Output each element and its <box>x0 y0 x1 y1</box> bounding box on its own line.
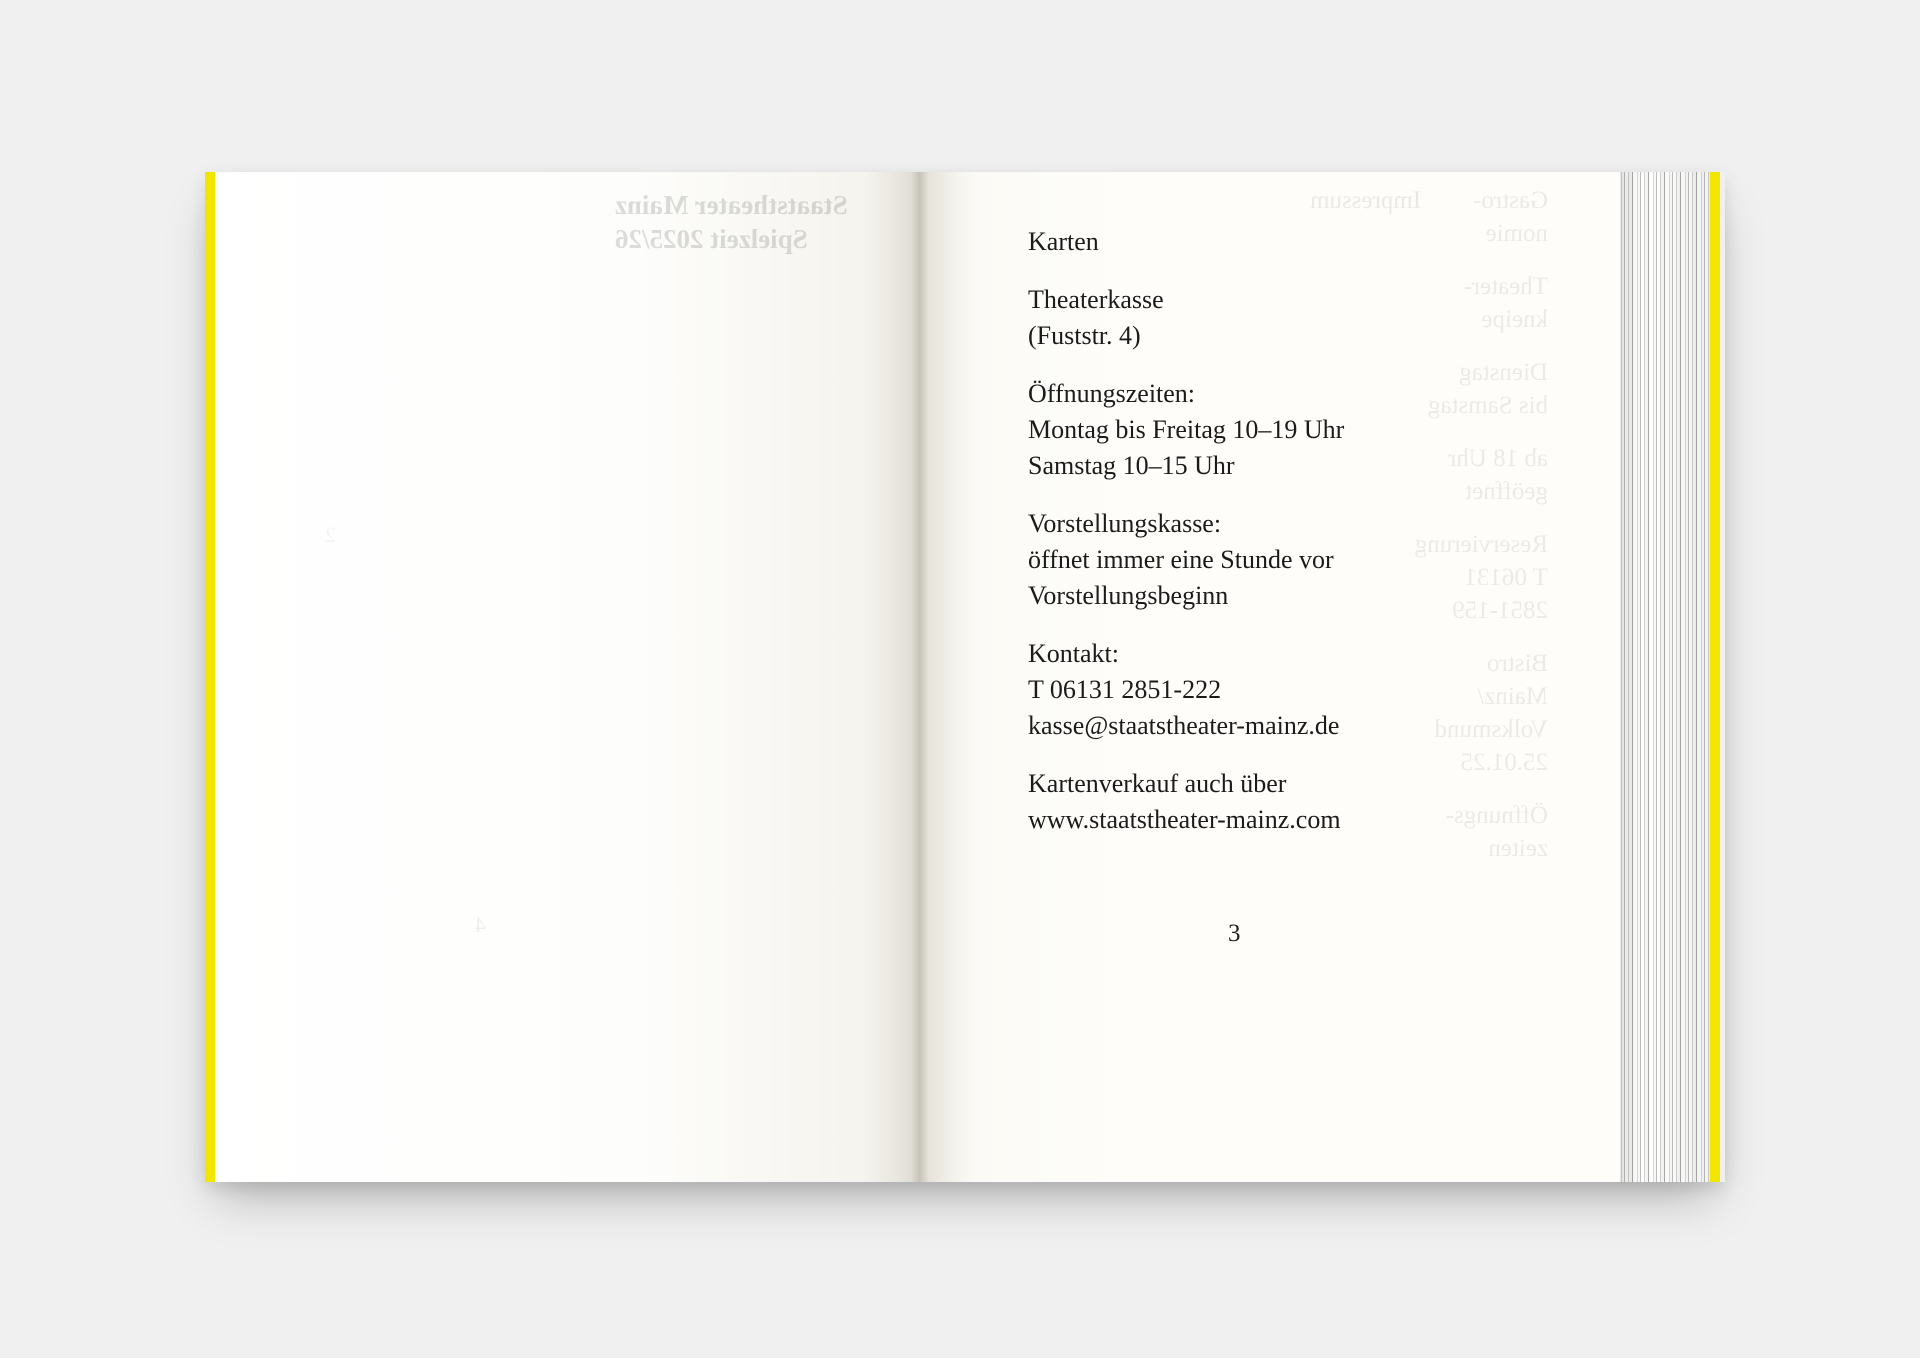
oeffnungszeiten-label: Öffnungszeiten: <box>1028 379 1196 408</box>
book-edge-left <box>205 172 215 1182</box>
showthrough-block: Reservierung T 06131 2851-159 <box>1414 531 1548 624</box>
oeffnungszeiten-saturday: Samstag 10–15 Uhr <box>1028 451 1235 480</box>
section-oeffnungszeiten <box>1028 376 1548 484</box>
showthrough-block: Öffnungs- zeiten <box>1445 802 1548 862</box>
section-kartenverkauf <box>1028 766 1548 838</box>
book-fore-edge <box>1620 172 1710 1182</box>
showthrough-title: Staatstheater Mainz Spielzeit 2025/26 <box>615 190 848 254</box>
section-karten <box>1028 224 1548 260</box>
oeffnungszeiten-weekday: Montag bis Freitag 10–19 Uhr <box>1028 415 1345 444</box>
section-theaterkasse <box>1028 282 1548 354</box>
kartenverkauf-label: Kartenverkauf auch über <box>1028 769 1287 798</box>
showthrough-block: Dienstag bis Samstag <box>1427 359 1548 419</box>
heading-karten: Karten <box>1028 227 1099 256</box>
kartenverkauf-website: www.staatstheater-mainz.com <box>1028 805 1341 834</box>
vorstellungskasse-label: Vorstellungskasse: <box>1028 509 1222 538</box>
kontakt-email: kasse@staatstheater-mainz.de <box>1028 711 1340 740</box>
showthrough-block: Theater- kneipe <box>1463 273 1548 333</box>
vorstellungskasse-line2: Vorstellungsbeginn <box>1028 581 1229 610</box>
page-left <box>215 172 920 1182</box>
theaterkasse-label: Theaterkasse <box>1028 285 1164 314</box>
showthrough-left-faint: 2 <box>325 522 336 547</box>
page-right <box>920 172 1620 1182</box>
section-vorstellungskasse <box>1028 506 1548 614</box>
book-edge-right <box>1710 172 1720 1182</box>
section-kontakt <box>1028 636 1548 744</box>
theaterkasse-address: (Fuststr. 4) <box>1028 321 1141 350</box>
showthrough-block: ab 18 Uhr geöffnet <box>1448 445 1548 505</box>
book-spread <box>205 172 1725 1182</box>
page-body <box>1028 224 1548 838</box>
showthrough-imprint: Impressum <box>1310 187 1422 214</box>
showthrough-left-folio: 4 <box>475 912 486 937</box>
showthrough-block: Bistro Mainz/ Volksmund 25.01.25 <box>1434 650 1548 776</box>
page-number: 3 <box>1228 920 1241 947</box>
kontakt-phone: T 06131 2851-222 <box>1028 675 1222 704</box>
vorstellungskasse-line1: öffnet immer eine Stunde vor <box>1028 545 1334 574</box>
kontakt-label: Kontakt: <box>1028 639 1119 668</box>
showthrough-block: Gastro- nomie <box>1473 187 1548 247</box>
